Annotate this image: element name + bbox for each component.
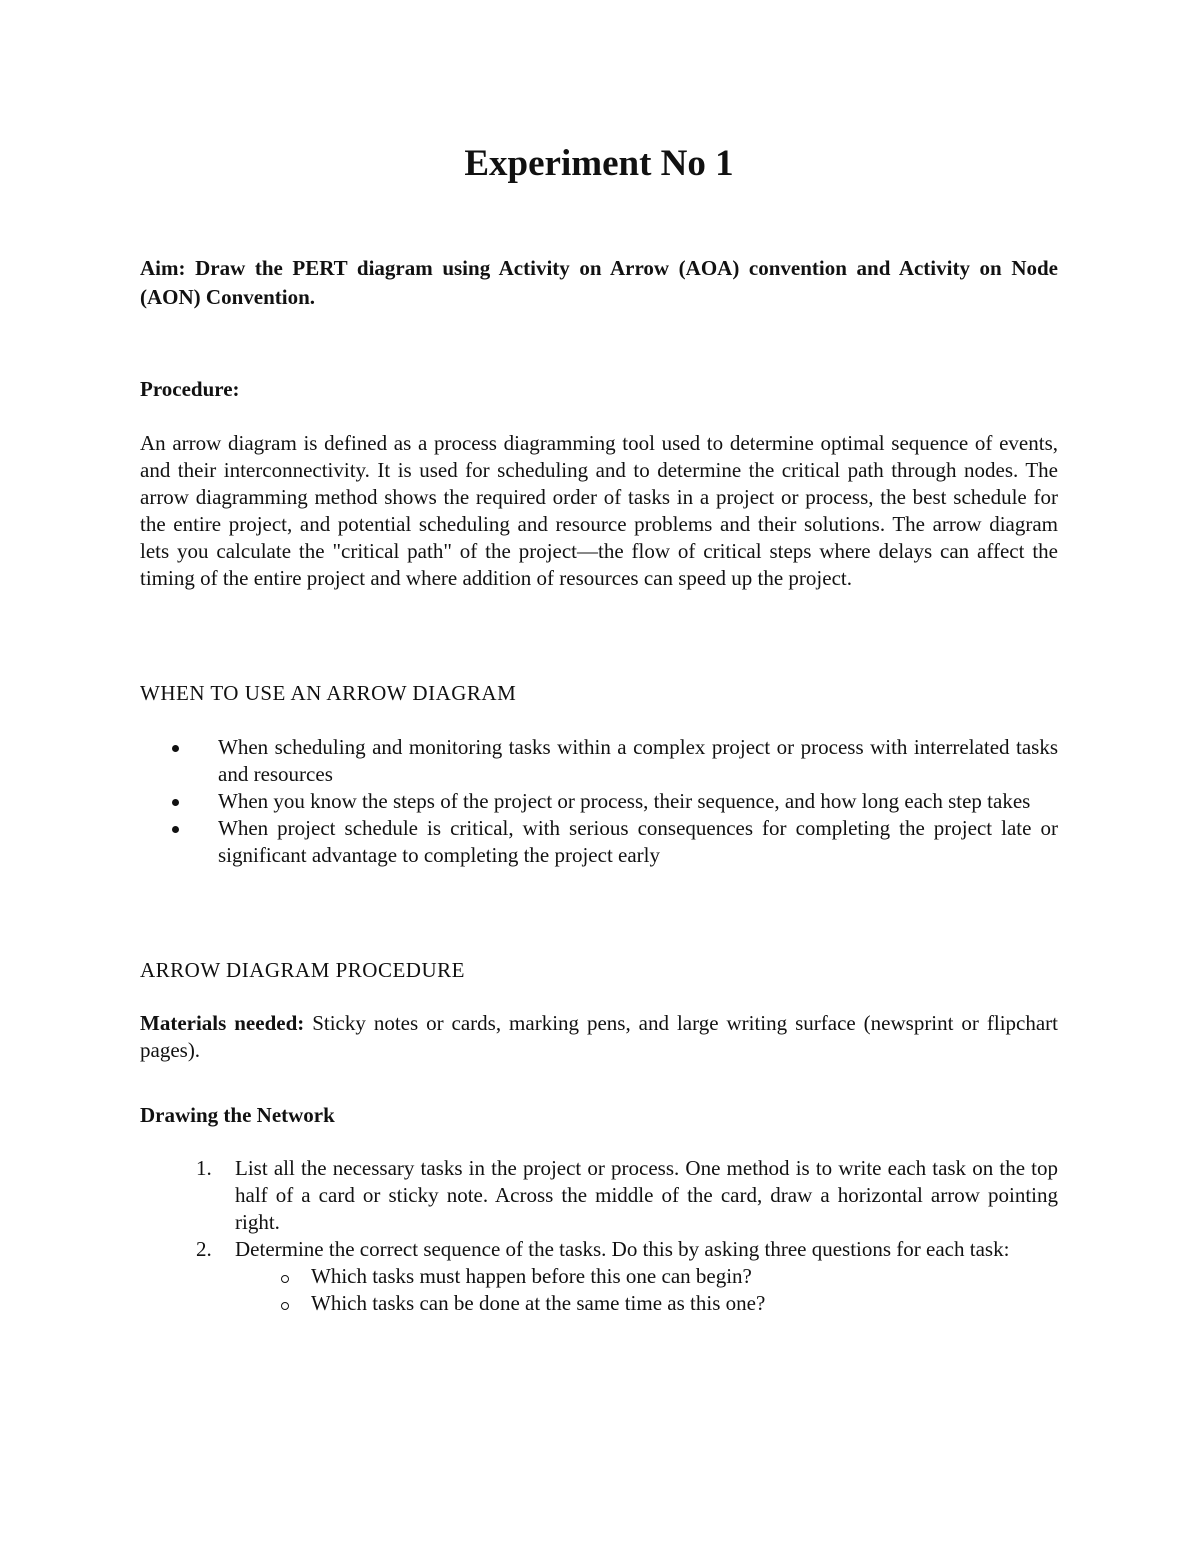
list-item: 1. List all the necessary tasks in the project or process. One method is to write each task on the top half of a card or sticky note. Across the middle of the card, draw a horizontal arrow pointing right. xyxy=(196,1156,1058,1234)
materials-paragraph xyxy=(140,1010,1058,1064)
list-item: When project schedule is critical, with serious consequences for completing the project late or significant advantage to completing the project early xyxy=(140,815,1058,869)
steps-list xyxy=(140,1155,1058,1317)
aim-statement: Aim: Draw the PERT diagram using Activity on Arrow (AOA) convention and Activity on Node (AON) Convention. xyxy=(140,256,1058,309)
list-item: Which tasks can be done at the same time as this one? xyxy=(235,1290,1058,1317)
list-item: When you know the steps of the project or process, their sequence, and how long each step takes xyxy=(140,788,1058,815)
list-item: Which tasks must happen before this one can begin? xyxy=(235,1263,1058,1290)
bullet-icon xyxy=(172,799,179,806)
bullet-icon xyxy=(172,826,179,833)
circle-bullet-icon xyxy=(281,1275,289,1283)
when-list xyxy=(140,734,1058,869)
materials-text: Sticky notes or cards, marking pens, and large writing surface (newsprint or flipchart pages). xyxy=(140,1011,1059,1062)
when-heading: WHEN TO USE AN ARROW DIAGRAM xyxy=(140,681,517,705)
procedure-paragraph: An arrow diagram is defined as a process diagramming tool used to determine optimal sequence of events, and their interconnectivity. It is used for scheduling and to determine the critical path through nodes. The arrow diagramming method shows the required order of tasks in a project or process, the best schedule for the entire project, and potential scheduling and resource problems and their solutions. The arrow diagram lets you calculate the "critical path" of the project—the flow of critical steps where delays can affect the timing of the entire project and where addition of resources can speed up the project. xyxy=(140,431,1058,590)
list-item: 2. Determine the correct sequence of the tasks. Do this by asking three questions for each task: Which tasks must happen before this one can begin? Which tasks can be done at the same time as this one? xyxy=(140,1236,1058,1317)
circle-bullet-icon xyxy=(281,1302,289,1310)
bullet-icon xyxy=(172,745,179,752)
procedure-heading: Procedure: xyxy=(140,377,240,401)
sub-question-list xyxy=(235,1263,1058,1317)
network-heading: Drawing the Network xyxy=(140,1103,335,1127)
list-item: When scheduling and monitoring tasks within a complex project or process with interrelated tasks and resources xyxy=(140,734,1058,788)
procedure2-heading: ARROW DIAGRAM PROCEDURE xyxy=(140,958,465,982)
page-title: Experiment No 1 xyxy=(464,143,734,184)
materials-label: Materials needed: xyxy=(140,1011,305,1035)
